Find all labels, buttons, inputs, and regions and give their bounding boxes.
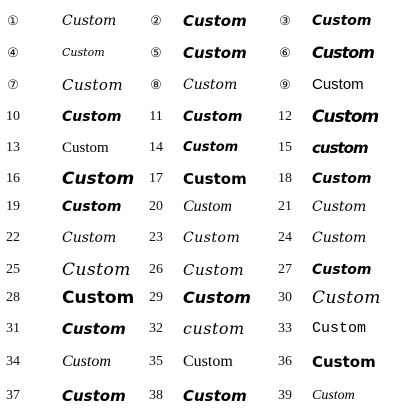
font-sample-text: Custom <box>183 288 251 307</box>
font-sample-item <box>143 135 272 161</box>
font-sample-text: Custom <box>312 288 381 308</box>
font-number-label: ② <box>150 13 162 28</box>
font-sample-item <box>272 225 400 251</box>
font-number-label: ③ <box>279 13 291 28</box>
font-number-label: 17 <box>149 171 163 186</box>
font-number-label: 33 <box>278 321 292 336</box>
font-sample-item <box>143 285 272 311</box>
font-sample-item <box>0 135 129 161</box>
font-sample-item <box>0 285 135 311</box>
font-sample-item <box>143 225 272 251</box>
font-sample-text: Custom <box>62 288 135 308</box>
font-number-label: ⑥ <box>279 45 291 60</box>
font-sample-item <box>143 349 272 375</box>
font-sample-item <box>0 349 129 375</box>
font-number-label: 20 <box>149 199 163 214</box>
font-sample-item <box>0 72 129 98</box>
font-number-label: ⑧ <box>150 77 162 92</box>
font-number-label: 32 <box>149 321 163 336</box>
font-number-label: 15 <box>278 140 292 155</box>
font-number-label: 29 <box>149 290 163 305</box>
font-sample-item <box>272 285 400 311</box>
font-sample-item <box>272 40 400 66</box>
font-number-label: 37 <box>6 388 20 403</box>
font-sample-text: Custom <box>183 109 243 125</box>
font-sample-item <box>0 257 129 283</box>
font-sample-item <box>272 72 400 98</box>
font-number-label: 38 <box>149 388 163 403</box>
font-sample-text: Custom <box>62 140 109 156</box>
font-sample-text: Custom <box>183 387 247 405</box>
font-sample-text: Custom <box>183 12 247 30</box>
font-number-label: 35 <box>149 354 163 369</box>
font-number-label: ⑦ <box>7 77 19 92</box>
font-number-label: 12 <box>278 109 292 124</box>
font-sample-text: Custom <box>183 198 232 215</box>
font-sample-text: custom <box>312 139 368 157</box>
font-sample-item <box>272 194 400 220</box>
font-sample-text: Custom <box>62 353 111 370</box>
font-number-label: ④ <box>7 45 19 60</box>
font-sample-text: Custom <box>183 140 239 155</box>
font-sample-item <box>0 383 129 409</box>
font-sample-item <box>143 166 272 192</box>
font-sample-text: Custom <box>183 230 241 246</box>
font-sample-item <box>0 104 129 130</box>
font-sample-text: Custom <box>312 171 372 187</box>
font-sample-text: Custom <box>183 261 245 279</box>
font-sample-item <box>143 104 272 130</box>
font-sample-text: Custom <box>62 230 117 246</box>
font-number-label: ⑤ <box>150 45 162 60</box>
font-sample-text: Custom <box>312 388 355 403</box>
font-sample-item <box>0 225 129 251</box>
font-sample-item <box>272 349 400 375</box>
font-sample-text: custom <box>183 319 245 338</box>
font-number-label: 39 <box>278 388 292 403</box>
font-number-label: 19 <box>6 199 20 214</box>
font-sample-item <box>272 257 400 283</box>
font-number-label: 13 <box>6 140 20 155</box>
font-sample-text: Custom <box>62 169 135 189</box>
font-sample-text: Custom <box>312 76 364 93</box>
font-sample-item <box>272 316 400 342</box>
font-sample-text: Custom <box>62 260 131 280</box>
font-sample-item <box>143 257 272 283</box>
font-number-label: 34 <box>6 354 20 369</box>
font-sample-item <box>0 166 135 192</box>
font-number-label: 26 <box>149 262 163 277</box>
font-number-label: 22 <box>6 230 20 245</box>
font-number-label: 28 <box>6 290 20 305</box>
font-sample-text: Custom <box>312 199 367 215</box>
font-number-label: 11 <box>149 109 163 124</box>
font-number-label: 23 <box>149 230 163 245</box>
font-sample-text: Custom <box>62 76 124 94</box>
font-sample-text: Custom <box>312 353 376 371</box>
font-sample-item <box>143 40 272 66</box>
font-sample-item <box>272 8 400 34</box>
font-sample-text: Custom <box>183 170 247 188</box>
font-sample-text: Custom <box>312 107 379 127</box>
font-number-label: 31 <box>6 321 20 336</box>
font-sample-text: Custom <box>183 77 238 93</box>
font-number-label: ① <box>7 13 19 28</box>
font-number-label: 21 <box>278 199 292 214</box>
font-number-label: 16 <box>6 171 20 186</box>
font-sample-text: Custom <box>312 262 372 278</box>
font-number-label: 14 <box>149 140 163 155</box>
font-sample-text: Custom <box>62 46 105 59</box>
font-sample-text: Custom <box>183 353 233 370</box>
font-sample-item <box>0 40 129 66</box>
font-sample-item <box>0 8 129 34</box>
font-sample-text: Custom <box>62 320 126 338</box>
font-sample-item <box>143 8 272 34</box>
font-number-label: 18 <box>278 171 292 186</box>
font-sample-item <box>0 194 129 220</box>
font-number-label: ⑨ <box>279 77 291 92</box>
font-number-label: 27 <box>278 262 292 277</box>
font-number-label: 10 <box>6 109 20 124</box>
font-sample-text: Custom <box>183 44 247 62</box>
font-number-label: 36 <box>278 354 292 369</box>
font-sample-item <box>143 316 272 342</box>
font-sample-item <box>272 135 400 161</box>
font-sample-text: Custom <box>62 387 126 405</box>
font-sample-text: Custom <box>62 199 122 215</box>
font-sample-text: Custom <box>312 43 374 62</box>
font-sample-item <box>143 194 272 220</box>
font-sample-text: Custom <box>312 320 367 337</box>
font-sample-item <box>143 383 272 409</box>
font-number-label: 25 <box>6 262 20 277</box>
font-sample-item <box>272 166 400 192</box>
font-sample-text: Custom <box>62 109 122 125</box>
font-number-label: 30 <box>278 290 292 305</box>
font-sample-item <box>0 316 129 342</box>
font-sample-text: Custom <box>312 13 372 29</box>
font-number-label: 24 <box>278 230 292 245</box>
font-sample-text: Custom <box>62 13 117 29</box>
font-sample-item <box>272 383 400 409</box>
font-sample-text: Custom <box>312 230 367 246</box>
font-sample-item <box>143 72 272 98</box>
font-sample-item <box>272 104 400 130</box>
